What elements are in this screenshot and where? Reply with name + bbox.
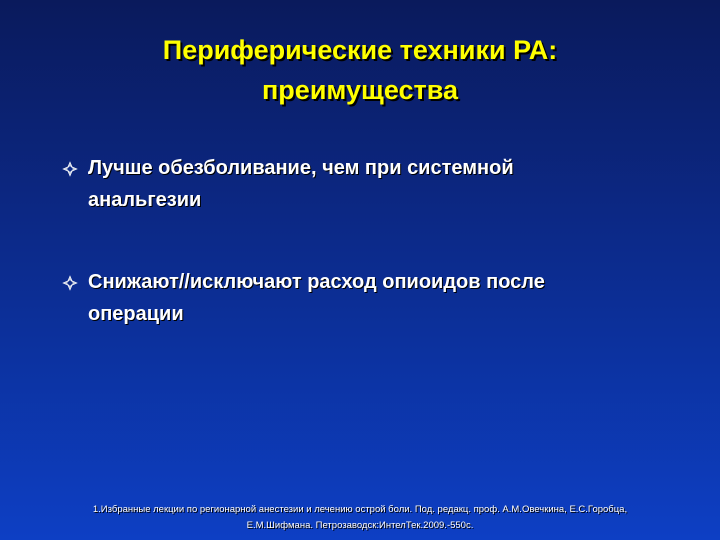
bullet-line: Снижают//исключают расход опиоидов после (88, 271, 545, 293)
diamond-bullet-icon (62, 161, 78, 177)
footnote-line: 1.Избранные лекции по регионарной анестезии и лечению острой боли. Под. редакц. проф. А.М.Овечкина, Е.С.Горобца, (92, 504, 628, 515)
diamond-bullet-icon (62, 275, 78, 291)
bullet-list (62, 152, 702, 380)
bullet-line: анальгезии (88, 189, 202, 211)
footnote-line: Е.М.Шифмана. Петрозаводск:ИнтелТек.2009.-550с. (246, 520, 474, 531)
slide-title (0, 30, 720, 110)
title-line: Периферические техники РА: (162, 35, 558, 65)
footnote (0, 502, 720, 534)
title-line: преимущества (262, 75, 458, 105)
bullet-line: операции (88, 303, 184, 325)
bullet-item (62, 266, 702, 330)
bullet-item (62, 152, 702, 216)
bullet-line: Лучше обезболивание, чем при системной (88, 157, 514, 179)
